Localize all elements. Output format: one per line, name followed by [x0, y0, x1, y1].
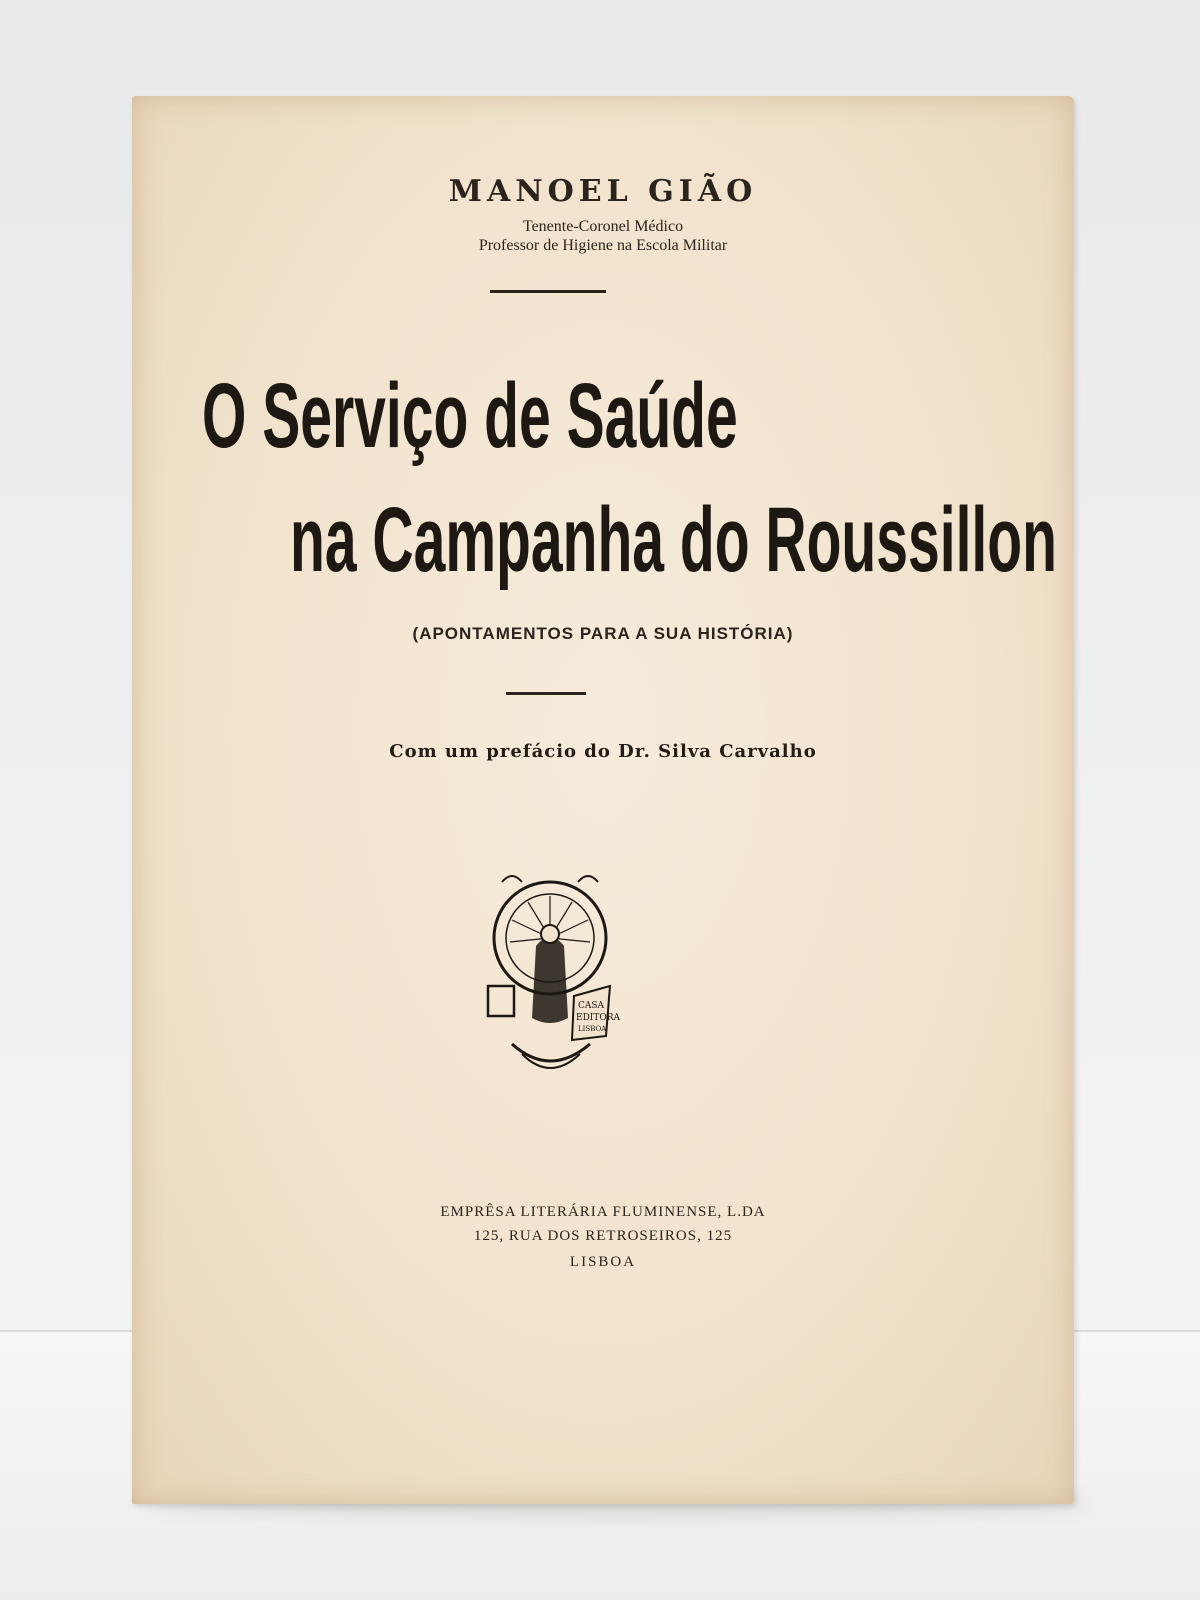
author-name: MANOEL GIÃO	[448, 174, 758, 209]
svg-text:CASA: CASA	[578, 1001, 605, 1011]
title-line-1: O Serviço de Saúde	[202, 365, 738, 467]
divider-top	[490, 290, 606, 293]
title-line-2: na Campanha do Roussillon	[290, 489, 1057, 591]
divider-middle	[506, 692, 586, 695]
author-rank: Tenente-Coronel Médico	[522, 218, 684, 235]
publisher-city: LISBOA	[569, 1254, 637, 1270]
book-cover	[132, 96, 1074, 1504]
preface-credit: Com um prefácio do Dr. Silva Carvalho	[389, 741, 817, 762]
svg-text:LISBOA: LISBOA	[578, 1025, 607, 1033]
publisher-address: 125, RUA DOS RETROSEIROS, 125	[473, 1228, 733, 1244]
author-position: Professor de Higiene na Escola Militar	[478, 237, 728, 254]
publisher-name: EMPRÊSA LITERÁRIA FLUMINENSE, L.DA	[440, 1204, 766, 1220]
subtitle: (APONTAMENTOS PARA A SUA HISTÓRIA)	[412, 624, 794, 643]
svg-text:EDITORA: EDITORA	[576, 1013, 620, 1023]
publisher-emblem-icon	[482, 868, 622, 1088]
